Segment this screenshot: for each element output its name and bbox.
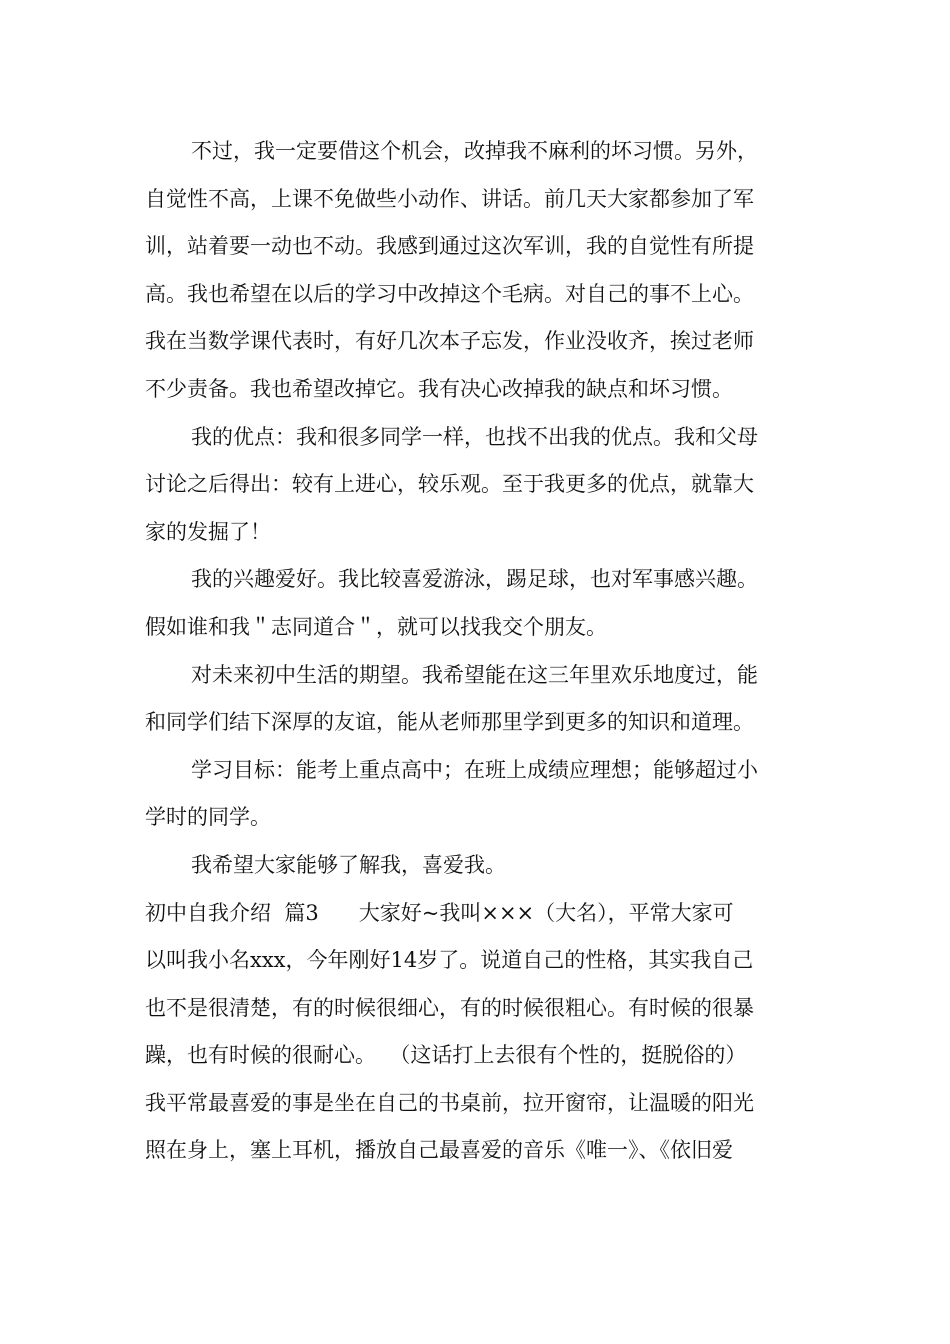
- paragraph-line: 我的优点：我和很多同学一样，也找不出我的优点。我和父母: [191, 424, 758, 449]
- paragraph-line: 我在当数学课代表时，有好几次本子忘发，作业没收齐，挨过老师: [145, 329, 754, 354]
- paragraph-line: 不少责备。我也希望改掉它。我有决心改掉我的缺点和坏习惯。: [145, 376, 733, 401]
- paragraph-line: 假如谁和我＂志同道合＂，就可以找我交个朋友。: [145, 614, 607, 639]
- paragraph-line: 不过，我一定要借这个机会，改掉我不麻利的坏习惯。另外，: [191, 139, 758, 163]
- paragraph-line: 以叫我小名xxx，今年刚好14岁了。说道自己的性格，其实我自己: [145, 948, 754, 973]
- paragraph-line: 对未来初中生活的期望。我希望能在这三年里欢乐地度过，能: [191, 662, 758, 687]
- paragraph-line: 也不是很清楚，有的时候很细心，有的时候很粗心。有时候的很暴: [145, 995, 754, 1020]
- paragraph-line: 家的发掘了！: [145, 519, 271, 544]
- paragraph-line: 自觉性不高，上课不免做些小动作、讲话。前几天大家都参加了军: [145, 186, 754, 211]
- paragraph-line: 我平常最喜爱的事是坐在自己的书桌前，拉开窗帘，让温暖的阳光: [145, 1090, 754, 1115]
- paragraph-line: 训，站着要一动也不动。我感到通过这次军训，我的自觉性有所提: [145, 234, 754, 259]
- paragraph-line: 我的兴趣爱好。我比较喜爱游泳，踢足球，也对军事感兴趣。: [191, 567, 758, 592]
- paragraph-line: 我希望大家能够了解我，喜爱我。: [191, 852, 506, 877]
- paragraph-line: 讨论之后得出：较有上进心，较乐观。至于我更多的优点，就靠大: [145, 472, 754, 497]
- section-heading-line: 初中自我介绍 篇3 大家好~我叫×××（大名），平常大家可: [145, 900, 734, 925]
- paragraph-line: 高。我也希望在以后的学习中改掉这个毛病。对自己的事不上心。: [145, 281, 754, 306]
- paragraph-line: 学时的同学。: [145, 805, 271, 830]
- paragraph-line: 和同学们结下深厚的友谊，能从老师那里学到更多的知识和道理。: [145, 710, 754, 735]
- paragraph-line: 学习目标：能考上重点高中；在班上成绩应理想；能够超过小: [191, 757, 758, 782]
- paragraph-line: 照在身上，塞上耳机，播放自己最喜爱的音乐《唯一》、《依旧爱: [145, 1138, 733, 1163]
- paragraph-line: 躁，也有时候的很耐心。 （这话打上去很有个性的，挺脱俗的）: [145, 1043, 747, 1068]
- document-body: [145, 128, 810, 1175]
